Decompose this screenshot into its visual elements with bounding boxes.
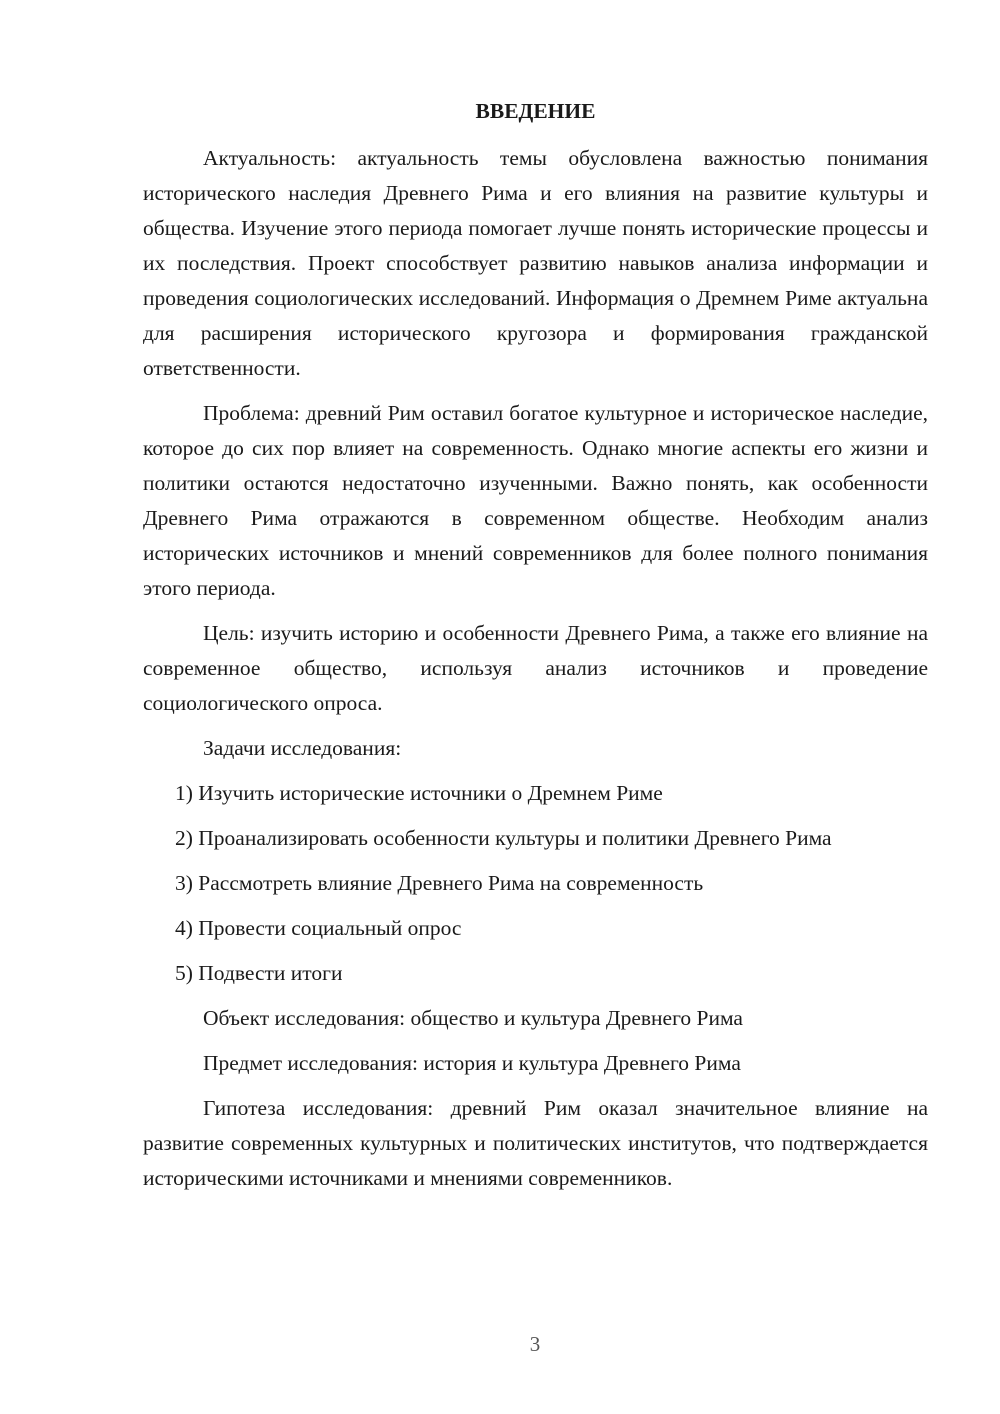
paragraph-relevance: Актуальность: актуальность темы обусловлена важностью понимания исторического наследия Древнего Рима и его влияния на развитие культуры и общества. Изучение этого периода помогает лучше понять исторические процессы и их последствия. Проект способствует развитию навыков анализа информации и проведения социологических исследований. Информация о Дремнем Риме актуальна для расширения исторического кругозора и формирования гражданской ответственности. [143,146,928,380]
paragraph-hypothesis: Гипотеза исследования: древний Рим оказал значительное влияние на развитие современных культурных и политических институтов, что подтверждается историческими источниками и мнениями современников. [143,1096,928,1190]
paragraph-subject: Предмет исследования: история и культура Древнего Рима [203,1051,741,1075]
document-page [143,94,928,1206]
page-number: 3 [529,1332,541,1356]
tasks-heading: Задачи исследования: [203,736,402,760]
paragraph-object: Объект исследования: общество и культура Древнего Рима [203,1006,743,1030]
task-item: 1) Изучить исторические источники о Дремнем Риме [175,781,663,805]
paragraph-problem: Проблема: древний Рим оставил богатое культурное и историческое наследие, которое до сих пор влияет на современность. Однако многие аспекты его жизни и политики остаются недостаточно изученными. Важно понять, как особенности Древнего Рима отражаются в современном обществе. Необходим анализ исторических источников и мнений современников для более полного понимания этого периода. [143,401,928,600]
tasks-list [143,776,928,991]
task-item: 4) Провести социальный опрос [175,916,462,940]
task-item: 3) Рассмотреть влияние Древнего Рима на современность [175,871,704,895]
paragraph-goal: Цель: изучить историю и особенности Древнего Рима, а также его влияние на современное общество, используя анализ источников и проведение социологического опроса. [143,621,928,715]
task-item: 2) Проанализировать особенности культуры и политики Древнего Рима [175,826,832,850]
document-title: ВВЕДЕНИЕ [475,99,596,123]
task-item: 5) Подвести итоги [175,961,343,985]
